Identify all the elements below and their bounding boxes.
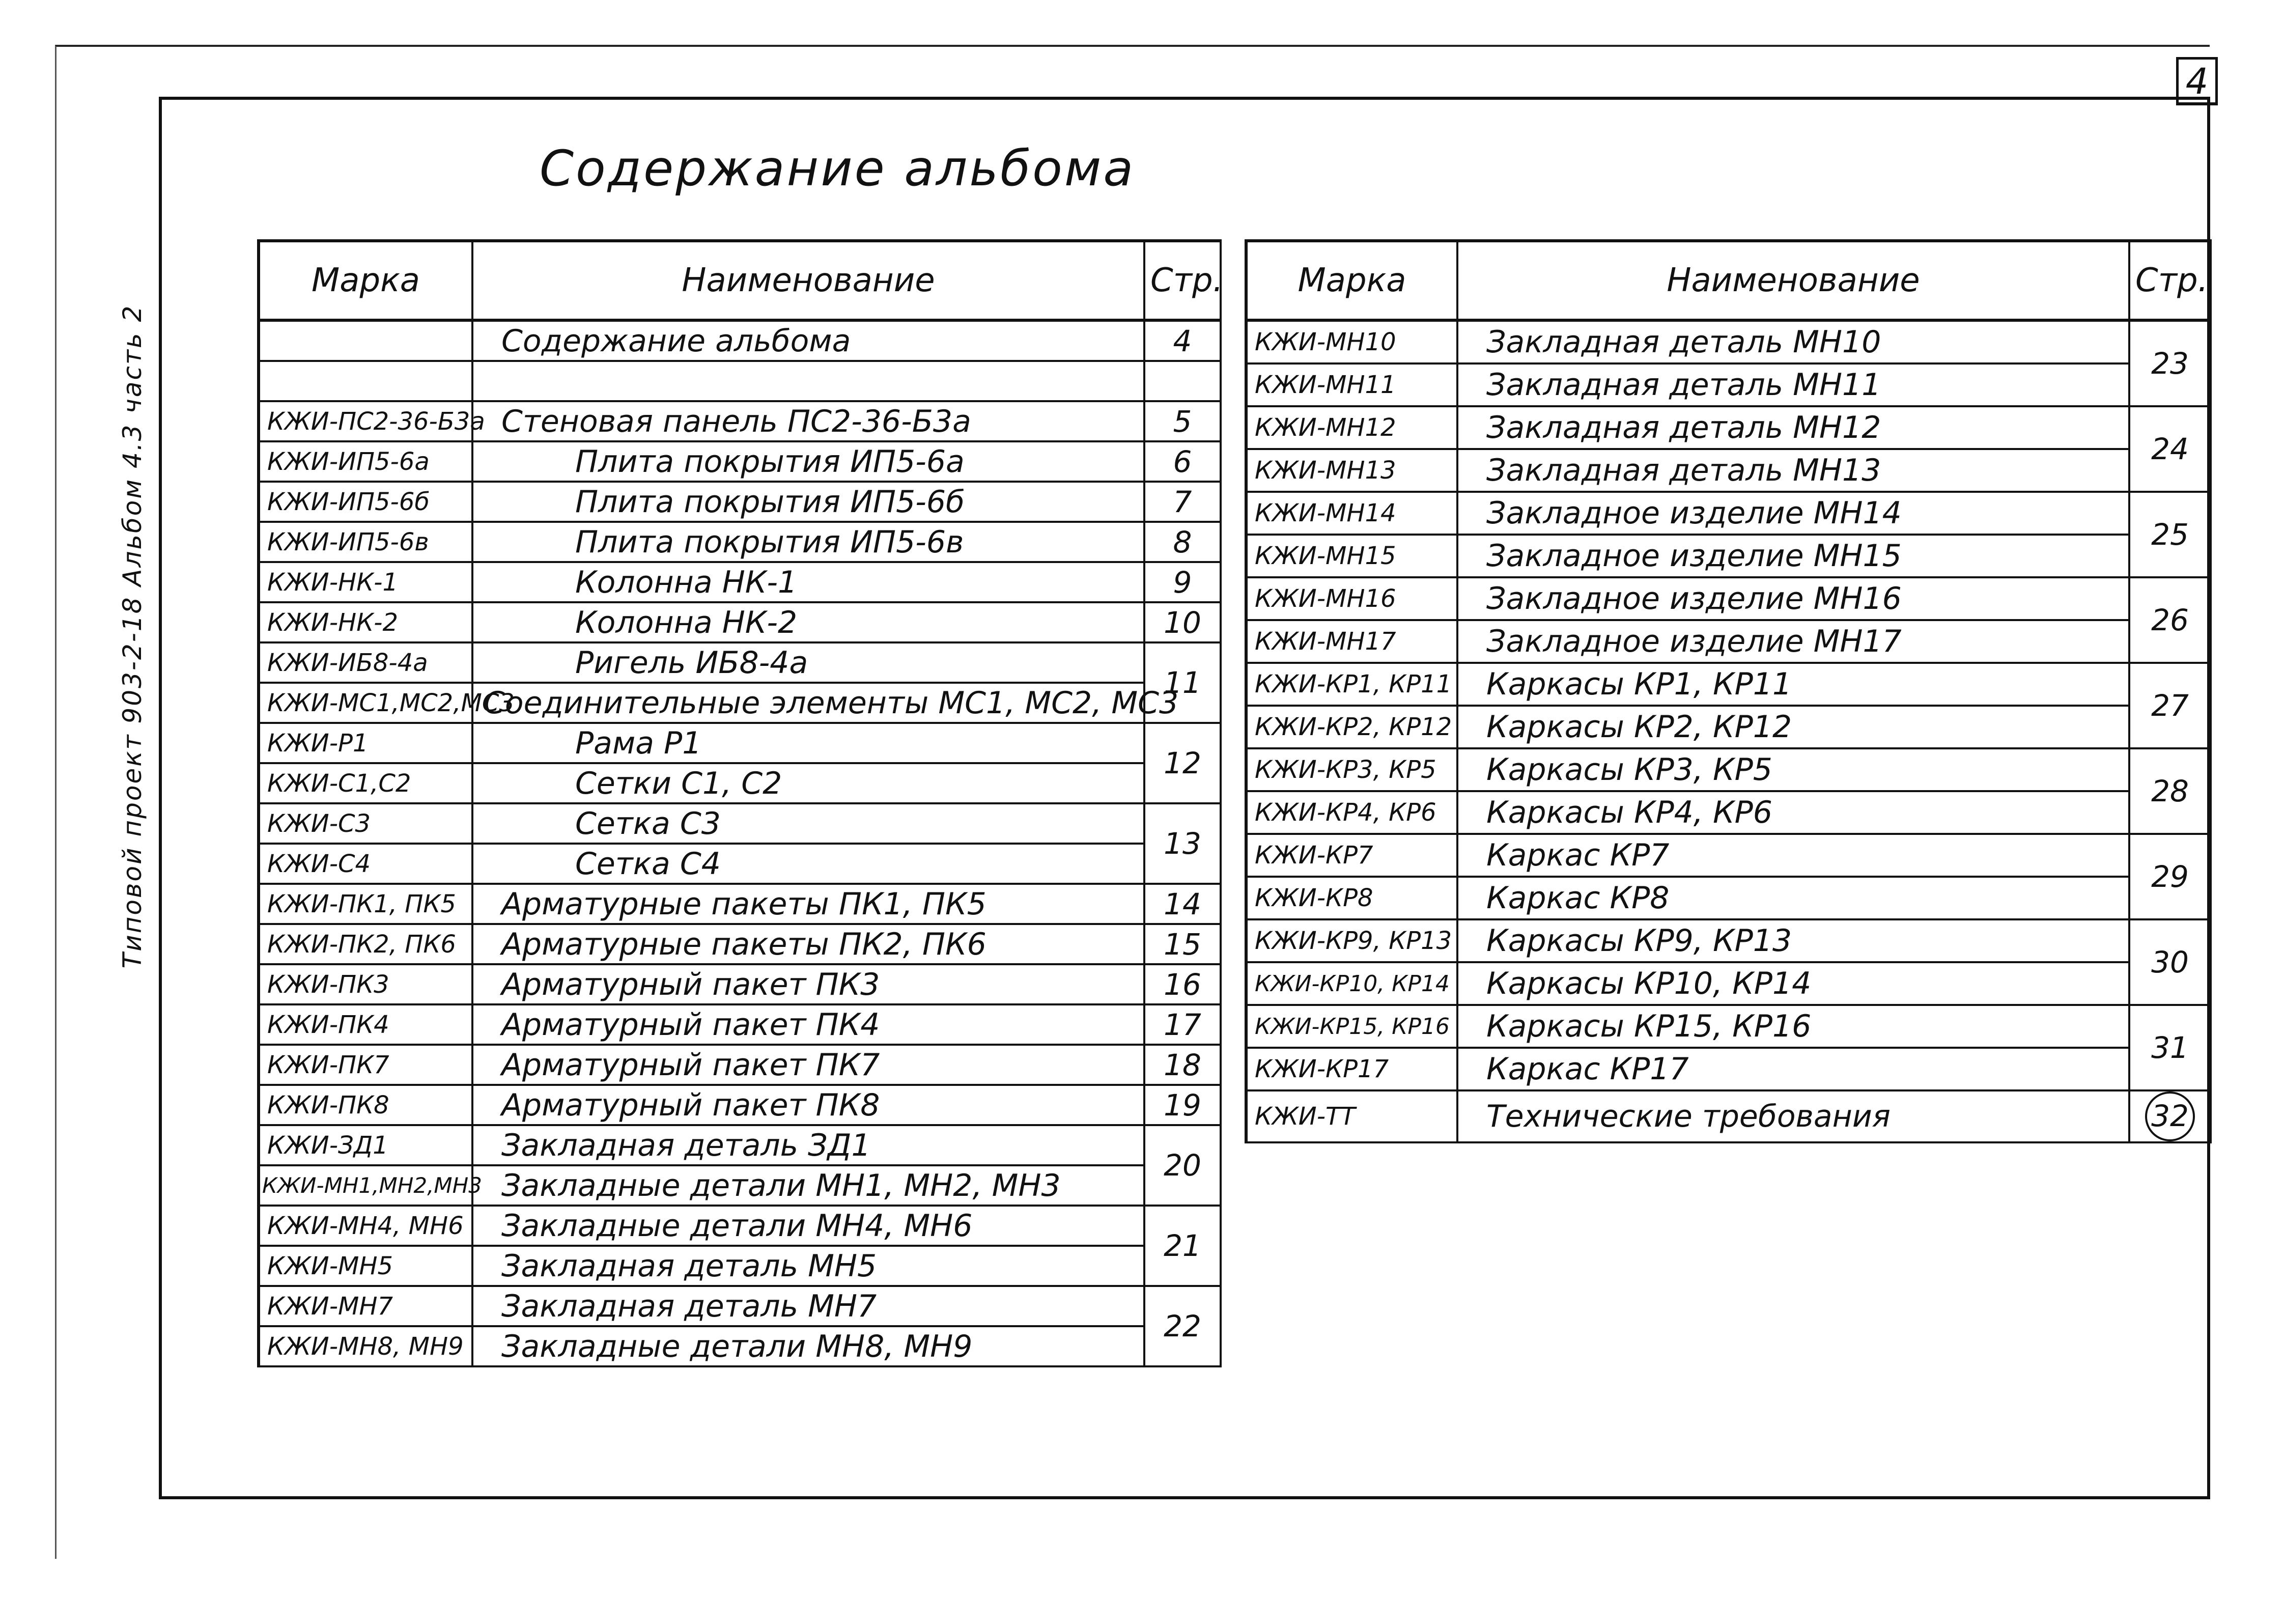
row-page: 11 [1144,642,1221,723]
table-row [1246,535,2211,577]
table-row [1246,1005,2211,1048]
row-name: Закладная деталь МН5 [472,1246,1144,1286]
row-name: Закладная деталь МН13 [1457,449,2129,492]
row-name: Закладные детали МН1, МН2, МН3 [472,1165,1144,1206]
table-row [259,441,1221,482]
row-name: Закладная деталь МН10 [1457,320,2129,363]
row-name: Арматурный пакет ПК4 [472,1004,1144,1045]
table-row [1246,919,2211,962]
row-name [472,361,1144,401]
row-mark: КЖИ-МН15 [1246,535,1457,577]
table-row [259,1326,1221,1366]
table-row [259,1125,1221,1165]
row-name: Каркасы КР1, КР11 [1457,663,2129,706]
row-name: Арматурный пакет ПК8 [472,1085,1144,1125]
circled-page-number: 32 [2145,1091,2195,1141]
table-row [1246,492,2211,535]
header-mark: Марка [1246,241,1457,320]
table-row [259,844,1221,884]
header-name: Наименование [472,241,1144,320]
row-name: Сетка С4 [472,844,1144,884]
row-page: 28 [2129,748,2211,834]
row-mark: КЖИ-МН11 [1246,363,1457,406]
row-page: 15 [1144,924,1221,964]
row-page: 5 [1144,401,1221,441]
table-row [259,964,1221,1004]
row-name: Каркасы КР3, КР5 [1457,748,2129,791]
table-row [1246,406,2211,449]
row-page: 22 [1144,1286,1221,1366]
row-name: Ригель ИБ8-4а [472,642,1144,683]
row-mark: КЖИ-КР9, КР13 [1246,919,1457,962]
row-name: Арматурные пакеты ПК1, ПК5 [472,884,1144,924]
table-row [259,723,1221,763]
row-name: Каркасы КР2, КР12 [1457,706,2129,748]
row-mark: КЖИ-НК-2 [259,602,472,642]
row-name: Каркас КР7 [1457,834,2129,877]
table-row [1246,706,2211,748]
row-name: Закладная деталь МН7 [472,1286,1144,1326]
table-row [1246,663,2211,706]
row-page: 21 [1144,1206,1221,1286]
row-mark: КЖИ-ПК8 [259,1085,472,1125]
table-row [1246,962,2211,1005]
row-name: Закладная деталь ЗД1 [472,1125,1144,1165]
row-mark: КЖИ-МН1,МН2,МН3 [259,1165,472,1206]
table-row [259,1045,1221,1085]
table-row [259,683,1221,723]
table-header [259,241,1221,320]
row-page: 9 [1144,562,1221,602]
row-mark: КЖИ-Р1 [259,723,472,763]
row-mark: КЖИ-КР8 [1246,877,1457,919]
table-row [259,1004,1221,1045]
row-name: Каркасы КР10, КР14 [1457,962,2129,1005]
row-page: 23 [2129,320,2211,406]
row-page: 12 [1144,723,1221,803]
table-row [259,1286,1221,1326]
table-row [1246,791,2211,834]
row-mark: КЖИ-ЗД1 [259,1125,472,1165]
row-mark: КЖИ-ПК4 [259,1004,472,1045]
table-row [259,803,1221,844]
table-row [259,884,1221,924]
table-row [1246,320,2211,363]
row-name: Закладные детали МН8, МН9 [472,1326,1144,1366]
row-name: Плита покрытия ИП5-6в [472,522,1144,562]
table-row [259,401,1221,441]
row-name: Закладная деталь МН11 [1457,363,2129,406]
header-page: Стр. [1144,241,1221,320]
row-name: Арматурные пакеты ПК2, ПК6 [472,924,1144,964]
row-page: 14 [1144,884,1221,924]
table-row [259,642,1221,683]
table-row [259,522,1221,562]
row-name: Арматурный пакет ПК3 [472,964,1144,1004]
table-row [1246,620,2211,663]
row-mark: КЖИ-ИП5-6б [259,482,472,522]
row-name: Закладное изделие МН16 [1457,577,2129,620]
row-page-cell [2129,1090,2211,1142]
row-page: 26 [2129,577,2211,663]
row-mark: КЖИ-КР7 [1246,834,1457,877]
table-row [259,1246,1221,1286]
row-name: Сетки С1, С2 [472,763,1144,803]
contents-table-right [1245,239,2212,1143]
row-page: 30 [2129,919,2211,1005]
row-name: Соединительные элементы МС1, МС2, МС3 [472,683,1144,723]
table-row [1246,748,2211,791]
side-stamp: Типовой проект 903-2-18 Альбом 4.3 часть 2 [118,304,147,969]
row-mark: КЖИ-КР10, КР14 [1246,962,1457,1005]
row-page: 20 [1144,1125,1221,1206]
row-page: 31 [2129,1005,2211,1090]
row-mark: КЖИ-ПК3 [259,964,472,1004]
row-page: 16 [1144,964,1221,1004]
row-name: Колонна НК-1 [472,562,1144,602]
row-name: Каркасы КР15, КР16 [1457,1005,2129,1048]
row-page: 7 [1144,482,1221,522]
table-row [259,924,1221,964]
row-page: 18 [1144,1045,1221,1085]
row-mark: КЖИ-МН5 [259,1246,472,1286]
table-row [259,361,1221,401]
row-page: 25 [2129,492,2211,577]
row-mark: КЖИ-С3 [259,803,472,844]
row-page: 8 [1144,522,1221,562]
table-row [259,562,1221,602]
table-row [1246,834,2211,877]
row-mark: КЖИ-ПК7 [259,1045,472,1085]
row-name: Закладное изделие МН14 [1457,492,2129,535]
row-name: Колонна НК-2 [472,602,1144,642]
page-title: Содержание альбома [540,140,1136,197]
row-mark: КЖИ-ПК2, ПК6 [259,924,472,964]
row-name: Технические требования [1457,1090,2129,1142]
header-page: Стр. [2129,241,2211,320]
row-mark: КЖИ-ПК1, ПК5 [259,884,472,924]
row-page: 10 [1144,602,1221,642]
row-mark: КЖИ-НК-1 [259,562,472,602]
table-row [1246,449,2211,492]
row-name: Закладные детали МН4, МН6 [472,1206,1144,1246]
header-name: Наименование [1457,241,2129,320]
sheet-number: 4 [2176,57,2218,105]
row-mark: КЖИ-МН12 [1246,406,1457,449]
row-mark: КЖИ-ИП5-6в [259,522,472,562]
table-row [259,602,1221,642]
row-mark: КЖИ-ИБ8-4а [259,642,472,683]
row-mark: КЖИ-КР15, КР16 [1246,1005,1457,1048]
row-name: Каркас КР8 [1457,877,2129,919]
row-mark [259,320,472,361]
table-row [259,763,1221,803]
row-page [1144,361,1221,401]
row-mark: КЖИ-МН17 [1246,620,1457,663]
table-row [259,1165,1221,1206]
row-name: Каркасы КР4, КР6 [1457,791,2129,834]
table-row [1246,1048,2211,1090]
table-row [1246,363,2211,406]
row-name: Закладное изделие МН15 [1457,535,2129,577]
row-page: 19 [1144,1085,1221,1125]
table-row [259,320,1221,361]
row-mark: КЖИ-МН13 [1246,449,1457,492]
table-row [1246,1090,2211,1142]
table-row [1246,577,2211,620]
table-row [259,1085,1221,1125]
row-mark: КЖИ-КР1, КР11 [1246,663,1457,706]
row-mark: КЖИ-МН7 [259,1286,472,1326]
row-name: Рама Р1 [472,723,1144,763]
row-name: Каркасы КР9, КР13 [1457,919,2129,962]
row-mark: КЖИ-С4 [259,844,472,884]
table-row [259,482,1221,522]
row-page: 6 [1144,441,1221,482]
row-mark: КЖИ-КР3, КР5 [1246,748,1457,791]
row-name: Закладное изделие МН17 [1457,620,2129,663]
row-page: 4 [1144,320,1221,361]
row-mark: КЖИ-МН8, МН9 [259,1326,472,1366]
row-page: 24 [2129,406,2211,492]
row-mark: КЖИ-МН4, МН6 [259,1206,472,1246]
row-mark: КЖИ-ПС2-36-Б3а [259,401,472,441]
row-mark: КЖИ-МН16 [1246,577,1457,620]
table-row [259,1206,1221,1246]
row-name: Закладная деталь МН12 [1457,406,2129,449]
row-name: Плита покрытия ИП5-6б [472,482,1144,522]
table-header [1246,241,2211,320]
row-page: 27 [2129,663,2211,748]
row-mark: КЖИ-С1,С2 [259,763,472,803]
row-name: Плита покрытия ИП5-6а [472,441,1144,482]
header-mark: Марка [259,241,472,320]
row-mark: КЖИ-МН14 [1246,492,1457,535]
row-mark [259,361,472,401]
row-name: Каркас КР17 [1457,1048,2129,1090]
row-page: 13 [1144,803,1221,884]
row-mark: КЖИ-ТТ [1246,1090,1457,1142]
row-page: 29 [2129,834,2211,919]
row-mark: КЖИ-МН10 [1246,320,1457,363]
row-name: Арматурный пакет ПК7 [472,1045,1144,1085]
row-mark: КЖИ-КР2, КР12 [1246,706,1457,748]
row-mark: КЖИ-ИП5-6а [259,441,472,482]
row-page: 17 [1144,1004,1221,1045]
row-name: Стеновая панель ПС2-36-Б3а [472,401,1144,441]
contents-table-left [257,239,1222,1367]
row-mark: КЖИ-КР4, КР6 [1246,791,1457,834]
row-name: Содержание альбома [472,320,1144,361]
row-mark: КЖИ-КР17 [1246,1048,1457,1090]
row-mark: КЖИ-МС1,МС2,МС3 [259,683,472,723]
table-row [1246,877,2211,919]
row-name: Сетка С3 [472,803,1144,844]
